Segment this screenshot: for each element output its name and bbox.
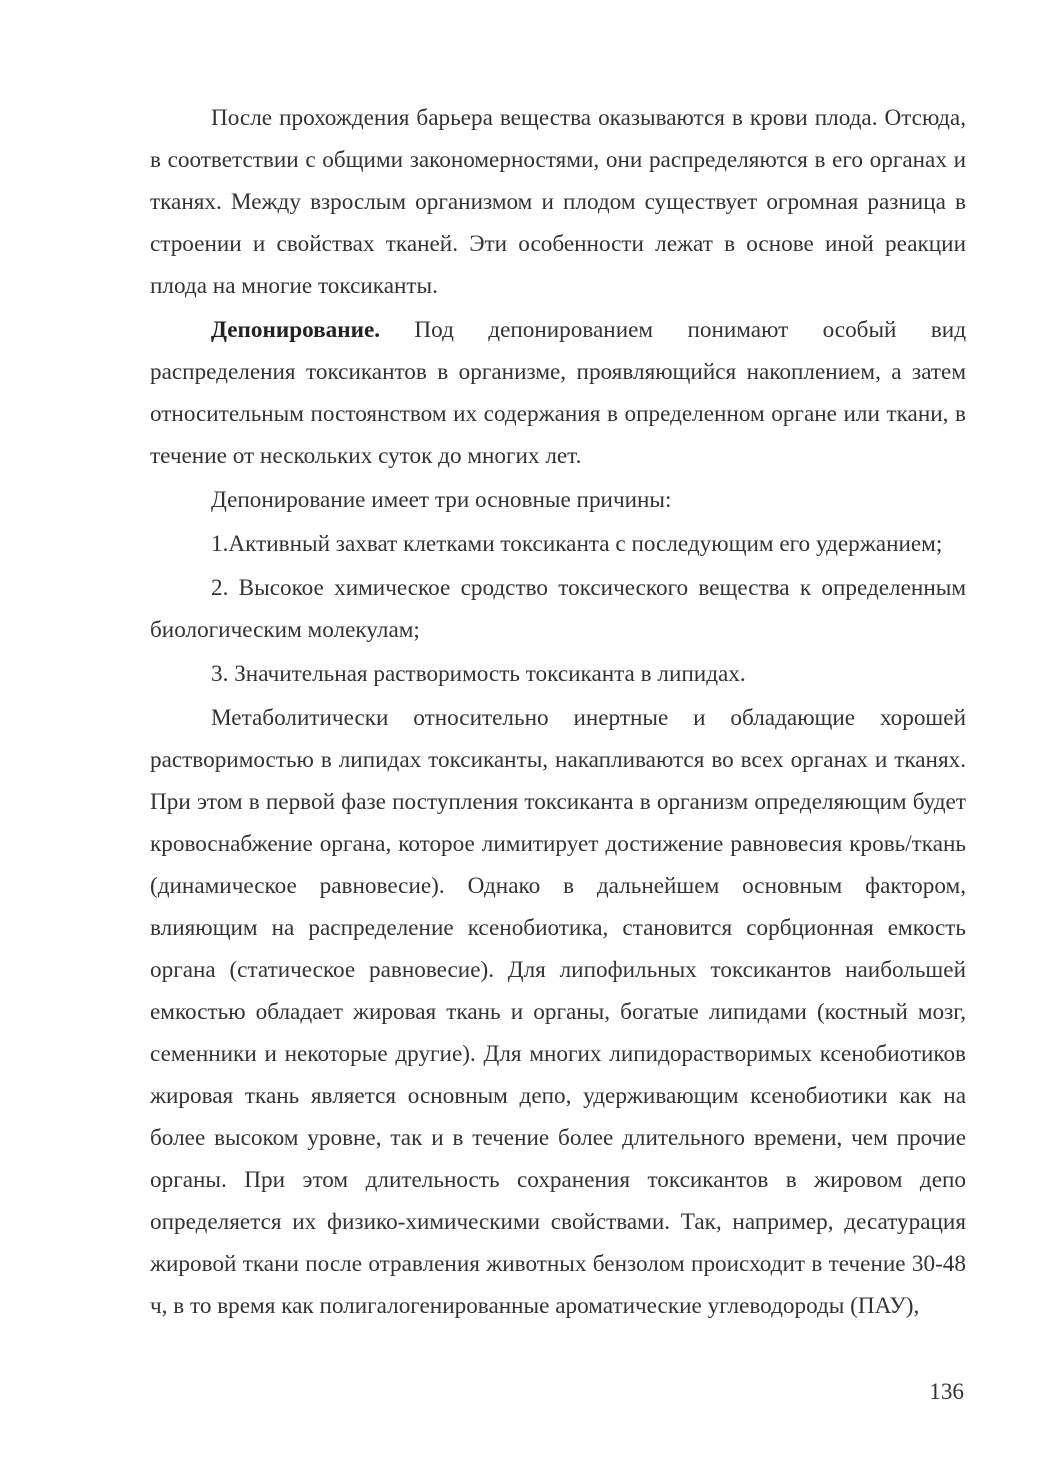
paragraph-causes-intro: [150, 479, 966, 521]
paragraph-7-text: Метаболитически относительно инертные и обладающие хорошей растворимостью в липидах токсиканты, накапливаются во всех органах и тканях. При этом в первой фазе поступления токсиканта в организм определяющим будет кровоснабжение органа, которое лимитирует достижение равновесия кровь/ткань (динамическое равновесие). Однако в дальнейшем основным фактором, влияющим на распределение ксенобиотика, становится сорбционная емкость органа (статическое равновесие). Для липофильных токсикантов наибольшей емкостью обладает жировая ткань и органы, богатые липидами (костный мозг, семенники и некоторые другие). Для многих липидорастворимых ксенобиотиков жировая ткань является основным депо, удерживающим ксенобиотики как на более высоком уровне, так и в течение более длительного времени, чем прочие органы. При этом длительность сохранения токсикантов в жировом депо определяется их физико-химическими свойствами. Так, например, десатурация жировой ткани после отравления животных бензолом происходит в течение 30-48 ч, в то время как полигалогенированные ароматические углеводороды (ПАУ),: [150, 705, 966, 1319]
page-number: 136: [929, 1379, 964, 1405]
section-heading-deposition: Депонирование.: [211, 317, 381, 343]
list-item-cause-2: [150, 567, 966, 651]
paragraph-6-text: 3. Значительная растворимость токсиканта в липидах.: [211, 661, 746, 687]
list-item-cause-3: [150, 653, 966, 695]
paragraph-2-text: Под депонированием понимают особый вид распределения токсикантов в организме, проявляющийся накоплением, а затем относительным постоянством их содержания в определенном органе или ткани, в течение от нескольких суток до многих лет.: [150, 317, 966, 469]
paragraph-3-text: Депонирование имеет три основные причины:: [211, 487, 672, 513]
paragraph-deposition-definition: [150, 309, 966, 477]
paragraph-5-text: 2. Высокое химическое сродство токсического вещества к определенным биологическим молекулам;: [150, 575, 966, 643]
paragraph-4-text: 1.Активный захват клетками токсиканта с последующим его удержанием;: [211, 531, 943, 557]
paragraph-lipophilic-toxicants: [150, 697, 966, 1327]
body-text: [150, 97, 966, 1327]
list-item-cause-1: [150, 523, 966, 565]
paragraph-placenta: [150, 97, 966, 307]
paragraph-1-text: После прохождения барьера вещества оказываются в крови плода. Отсюда, в соответствии с общими закономерностями, они распределяются в его органах и тканях. Между взрослым организмом и плодом существует огромная разница в строении и свойствах тканей. Эти особенности лежат в основе иной реакции плода на многие токсиканты.: [150, 105, 966, 299]
